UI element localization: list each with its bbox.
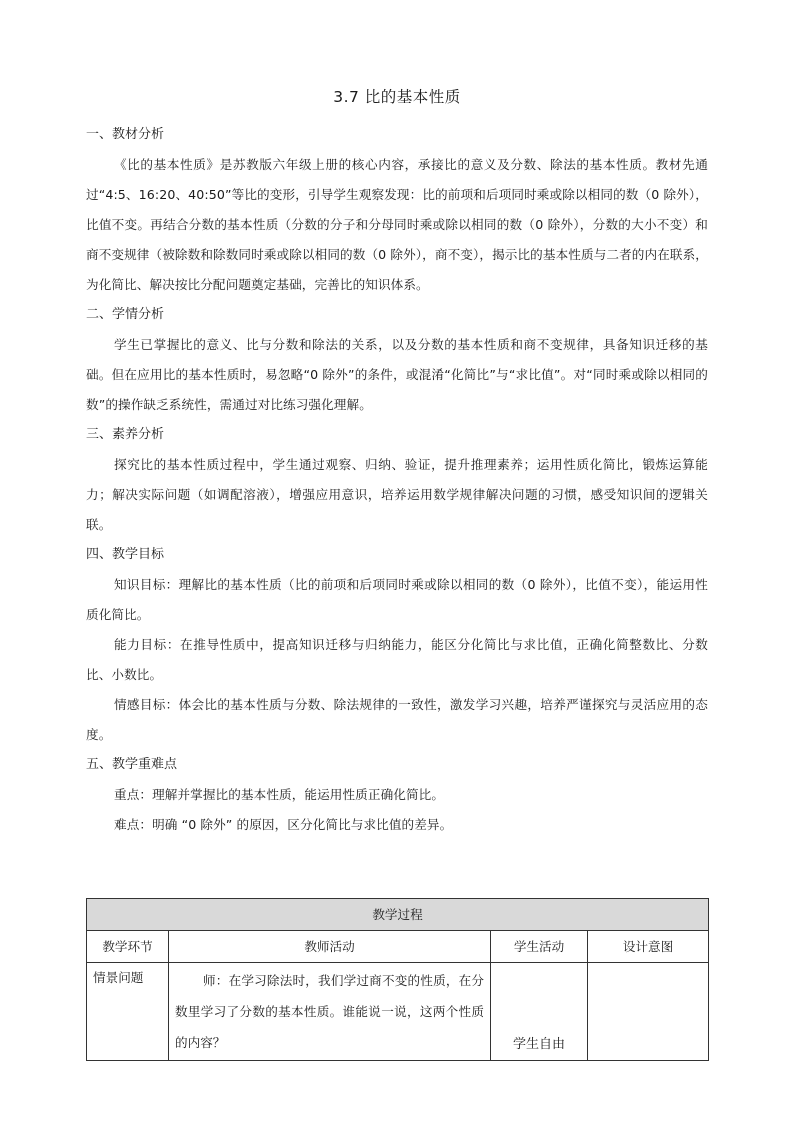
key-point: 重点：理解并掌握比的基本性质，能运用性质正确化简比。: [114, 787, 445, 802]
document-title: 3.7 比的基本性质: [333, 88, 461, 106]
section-heading-literacy-analysis: 三、素养分析: [86, 427, 165, 442]
section-paragraph: 《比的基本性质》是苏教版六年级上册的核心内容，承接比的意义及分数、除法的基本性质。教材先通过“4:5、16:20、40:50”等比的变形，引导学生观察发现：比的前项和后项同时乘或除以相同的数（0 除外），比值不变。再结合分数的基本性质（分数的分子和分母同时乘或除以相同的数（0 除外），分数的大小不变）和商不变规律（被除数和除数同时乘或除以相同的数（0 除外），商不变），揭示比的基本性质与二者的内在联系，为化简比、解决按比分配问题奠定基础，完善比的知识体系。: [86, 157, 708, 292]
table-title: 教学过程: [87, 899, 709, 931]
cell-teacher-activity: 师：在学习除法时，我们学过商不变的性质，在分数里学习了分数的基本性质。谁能说一说，这两个性质的内容？: [169, 963, 491, 1061]
column-header-stage: 教学环节: [87, 931, 169, 963]
difficult-point: 难点：明确 “0 除外” 的原因，区分化简比与求比值的差异。: [114, 817, 453, 832]
column-header-teacher: 教师活动: [169, 931, 491, 963]
document-body: [86, 120, 708, 840]
cell-student-activity: [491, 963, 588, 1061]
goal-emotion: 情感目标：体会比的基本性质与分数、除法规律的一致性，激发学习兴趣，培养严谨探究与灵活应用的态度。: [86, 697, 708, 742]
student-activity-text: 学生自由: [513, 1037, 566, 1052]
goal-ability: 能力目标：在推导性质中，提高知识迁移与归纳能力，能区分化简比与求比值，正确化简整数比、分数比、小数比。: [86, 637, 708, 682]
cell-stage: 情景问题: [87, 963, 169, 1061]
section-heading-student-analysis: 二、学情分析: [86, 307, 165, 322]
teaching-process-table: [86, 898, 709, 1061]
section-heading-key-points: 五、教学重难点: [86, 757, 178, 772]
table-row: [87, 963, 709, 1061]
column-header-student: 学生活动: [491, 931, 588, 963]
section-paragraph: 探究比的基本性质过程中，学生通过观察、归纳、验证，提升推理素养；运用性质化简比，锻炼运算能力；解决实际问题（如调配溶液），增强应用意识，培养运用数学规律解决问题的习惯，感受知识间的逻辑关联。: [86, 457, 708, 532]
goal-knowledge: 知识目标：理解比的基本性质（比的前项和后项同时乘或除以相同的数（0 除外），比值不变），能运用性质化简比。: [86, 577, 708, 622]
cell-design-intent: [588, 963, 709, 1061]
column-header-intent: 设计意图: [588, 931, 709, 963]
section-paragraph: 学生已掌握比的意义、比与分数和除法的关系，以及分数的基本性质和商不变规律，具备知识迁移的基础。但在应用比的基本性质时，易忽略“0 除外”的条件，或混淆“化简比”与“求比值”。对“同时乘或除以相同的数”的操作缺乏系统性，需通过对比练习强化理解。: [86, 337, 708, 412]
section-heading-textbook-analysis: 一、教材分析: [86, 127, 165, 142]
section-heading-teaching-goals: 四、教学目标: [86, 547, 165, 562]
